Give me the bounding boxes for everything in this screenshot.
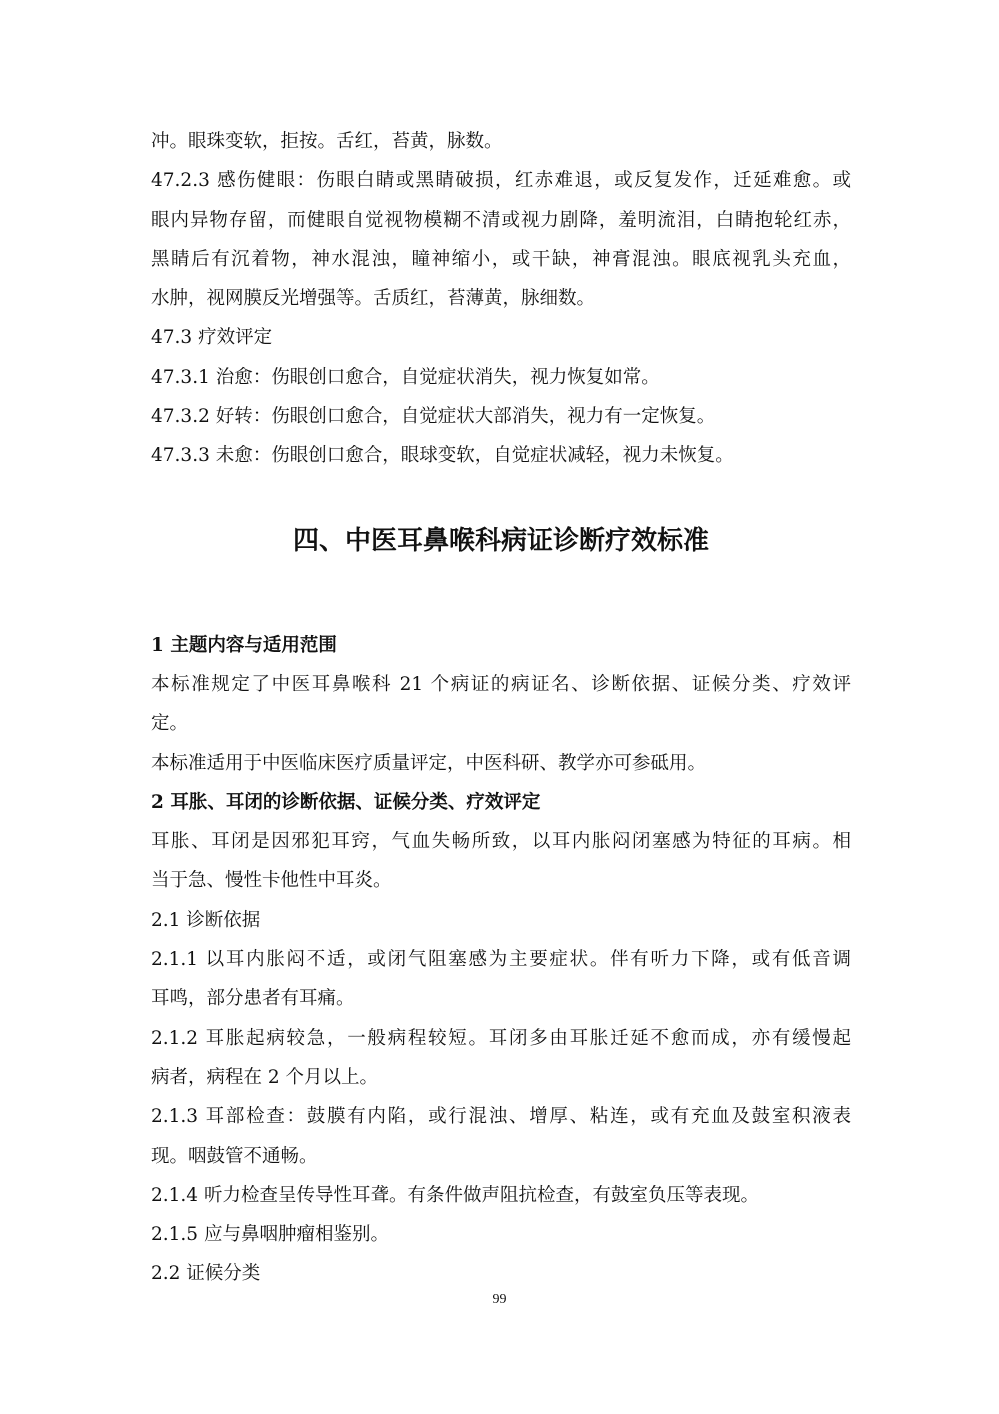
- section-heading: 1 主题内容与适用范围: [151, 634, 337, 656]
- body-line: 2.1.3 耳部检查：鼓膜有内陷，或行混浊、增厚、粘连，或有充血及鼓室积液表: [151, 1106, 851, 1128]
- body-line: 本标准规定了中医耳鼻喉科 21 个病证的病证名、诊断依据、证候分类、疗效评: [151, 673, 851, 695]
- section-heading: 2 耳胀、耳闭的诊断依据、证候分类、疗效评定: [151, 791, 541, 813]
- body-line: 47.3.3 未愈：伤眼创口愈合，眼球变软，自觉症状减轻，视力未恢复。: [151, 445, 734, 467]
- body-line: 水肿，视网膜反光增强等。舌质红，苔薄黄，脉细数。: [151, 288, 596, 310]
- page-number: 99: [492, 1292, 507, 1307]
- body-line: 当于急、慢性卡他性中耳炎。: [151, 870, 392, 892]
- body-line: 本标准适用于中医临床医疗质量评定，中医科研、教学亦可参砥用。: [151, 752, 707, 774]
- page-body: [151, 122, 851, 1294]
- body-line: 现。咽鼓管不通畅。: [151, 1145, 318, 1167]
- body-line: 47.2.3 感伤健眼：伤眼白睛或黑睛破损，红赤难退，或反复发作，迁延难愈。或: [151, 170, 851, 192]
- subsection-heading: 2.1 诊断依据: [151, 909, 261, 931]
- body-line: 耳胀、耳闭是因邪犯耳窍，气血失畅所致，以耳内胀闷闭塞感为特征的耳病。相: [151, 831, 851, 853]
- body-line: 眼内异物存留，而健眼自觉视物模糊不清或视力剧降，羞明流泪，白睛抱轮红赤，: [151, 209, 851, 231]
- body-line: 耳鸣，部分患者有耳痛。: [151, 988, 355, 1010]
- body-line: 病者，病程在 2 个月以上。: [151, 1066, 379, 1088]
- body-line: 2.1.5 应与鼻咽肿瘤相鉴别。: [151, 1224, 389, 1246]
- body-line: 47.3.2 好转：伤眼创口愈合，自觉症状大部消失，视力有一定恢复。: [151, 406, 716, 428]
- section-title: 四、中医耳鼻喉科病证诊断疗效标准: [292, 525, 709, 556]
- body-line: 2.1.2 耳胀起病较急，一般病程较短。耳闭多由耳胀迁延不愈而成，亦有缓慢起: [151, 1027, 851, 1049]
- body-line: 黑睛后有沉着物，神水混浊，瞳神缩小，或干缺，神膏混浊。眼底视乳头充血，: [151, 248, 851, 270]
- subsection-heading: 47.3 疗效评定: [151, 327, 273, 349]
- body-line: 定。: [151, 713, 189, 735]
- body-line: 冲。眼珠变软，拒按。舌红，苔黄，脉数。: [151, 131, 503, 152]
- body-line: 2.1.4 听力检查呈传导性耳聋。有条件做声阻抗检查，有鼓室负压等表现。: [151, 1184, 759, 1206]
- subsection-heading: 2.2 证候分类: [151, 1263, 261, 1285]
- body-line: 2.1.1 以耳内胀闷不适，或闭气阻塞感为主要症状。伴有听力下降，或有低音调: [151, 949, 851, 971]
- body-line: 47.3.1 治愈：伤眼创口愈合，自觉症状消失，视力恢复如常。: [151, 366, 660, 388]
